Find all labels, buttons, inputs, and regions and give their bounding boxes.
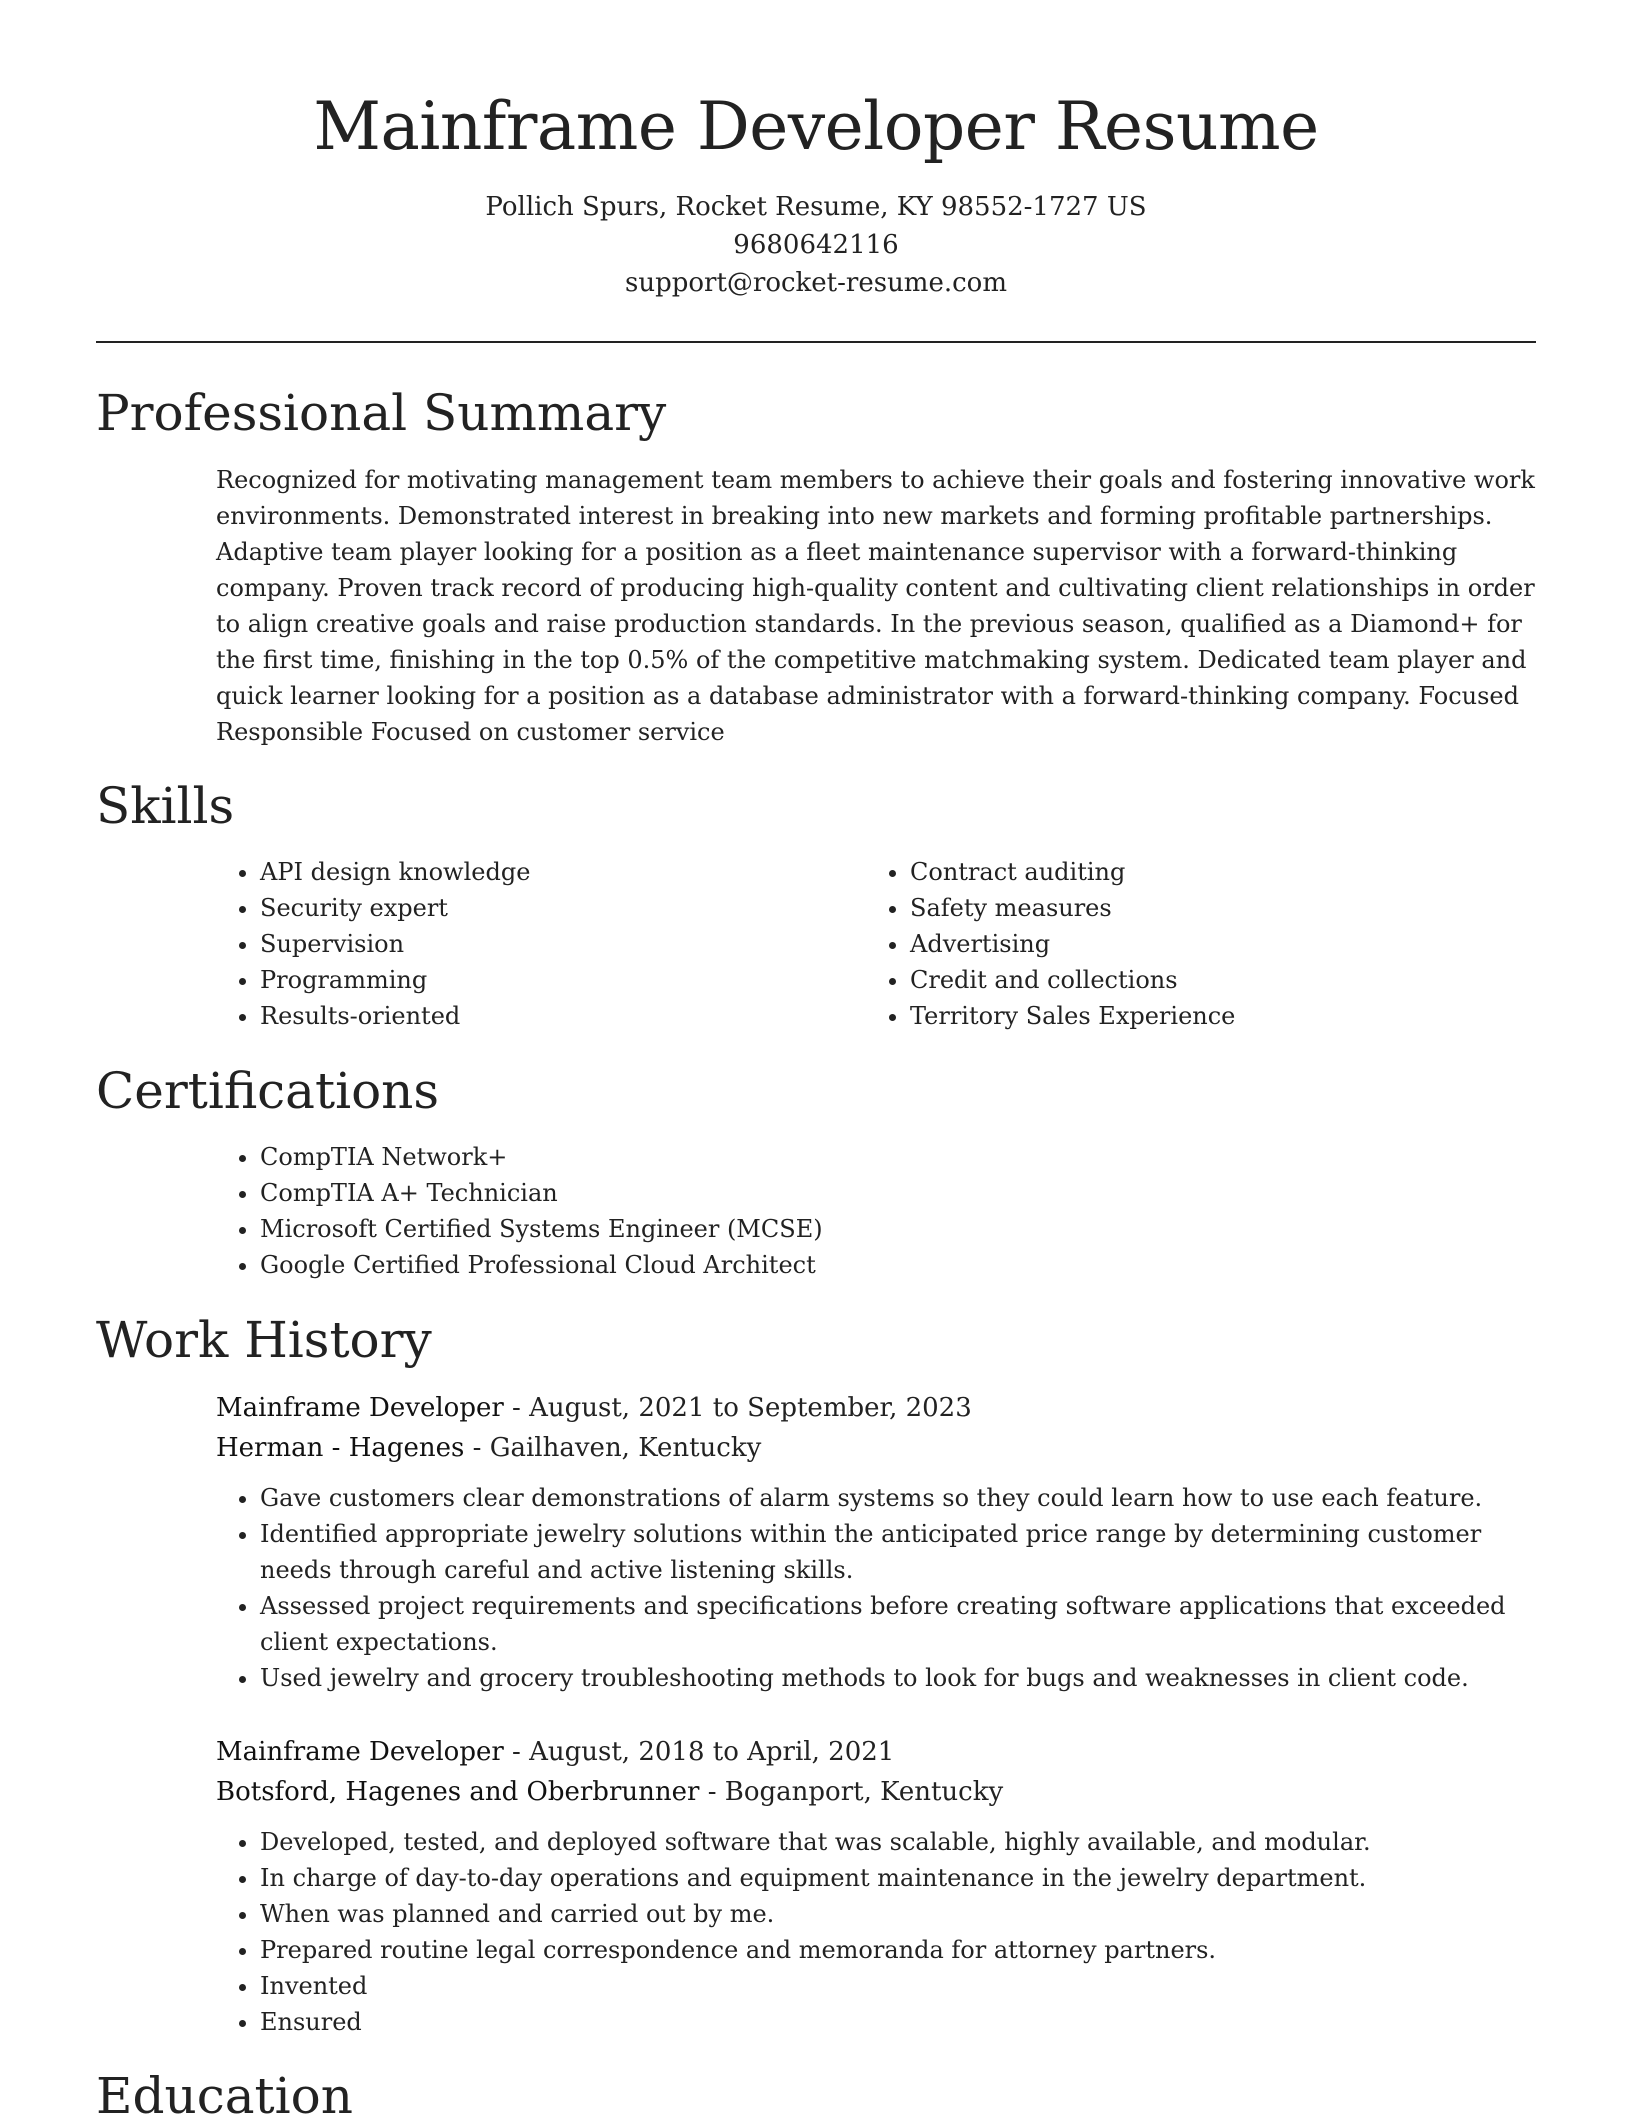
header-divider	[96, 341, 1536, 343]
resume-header	[0, 0, 1632, 302]
job-company: Herman - Hagenes	[216, 1433, 465, 1463]
job-entry	[216, 1388, 1536, 1696]
page-title: Mainframe Developer Resume	[313, 88, 1319, 165]
skill-item: • Security expert	[260, 890, 866, 926]
job-title-line: Mainframe Developer - August, 2021 to September, 2023	[216, 1393, 972, 1423]
education-heading: Education	[96, 2067, 353, 2125]
job-bullet: • Used jewelry and grocery troubleshooting methods to look for bugs and weaknesses in client code.	[260, 1660, 1536, 1696]
job-bullet: • In charge of day-to-day operations and equipment maintenance in the jewelry department.	[260, 1860, 1536, 1896]
job-company-line: Herman - Hagenes - Gailhaven, Kentucky	[216, 1433, 762, 1463]
job-bullet: • Ensured	[260, 2004, 1536, 2040]
job-location: Boganport, Kentucky	[724, 1777, 1004, 1807]
skill-item: • Advertising	[910, 926, 1516, 962]
job-bullet: • Invented	[260, 1968, 1536, 2004]
job-title-line: Mainframe Developer - August, 2018 to April, 2021	[216, 1737, 895, 1767]
certification-item: • Microsoft Certified Systems Engineer (MCSE)	[260, 1211, 1536, 1247]
job-bullet: • Identified appropriate jewelry solutions within the anticipated price range by determining customer needs through careful and active listening skills.	[260, 1516, 1536, 1588]
job-location: Gailhaven, Kentucky	[489, 1433, 762, 1463]
job-role: Mainframe Developer	[216, 1393, 504, 1423]
contact-address: Pollich Spurs, Rocket Resume, KY 98552-1727 US	[485, 192, 1147, 222]
job-role: Mainframe Developer	[216, 1737, 504, 1767]
job-company-line: Botsford, Hagenes and Oberbrunner - Boganport, Kentucky	[216, 1777, 1004, 1807]
contact-email: support@rocket-resume.com	[624, 268, 1007, 298]
job-entry	[216, 1732, 1536, 2040]
certifications-heading: Certifications	[96, 1062, 440, 1120]
job-company: Botsford, Hagenes and Oberbrunner	[216, 1777, 700, 1807]
summary-heading: Professional Summary	[96, 384, 667, 442]
job-bullet: • Developed, tested, and deployed software that was scalable, highly available, and modular.	[260, 1824, 1536, 1860]
certification-item: • CompTIA Network+	[260, 1139, 1536, 1175]
job-bullet: • Prepared routine legal correspondence and memoranda for attorney partners.	[260, 1932, 1536, 1968]
certification-item: • Google Certified Professional Cloud Architect	[260, 1247, 1536, 1283]
skills-column-right	[866, 854, 1516, 1034]
certifications-list	[216, 1139, 1536, 1283]
skills-heading: Skills	[96, 777, 235, 835]
skill-item: • Programming	[260, 962, 866, 998]
skills-columns	[216, 854, 1536, 1034]
job-bullet: • Assessed project requirements and specifications before creating software applications that exceeded client expectations.	[260, 1588, 1536, 1660]
skill-item: • Supervision	[260, 926, 866, 962]
job-dates: August, 2021 to September, 2023	[529, 1393, 972, 1423]
certification-item: • CompTIA A+ Technician	[260, 1175, 1536, 1211]
job-bullets	[216, 1480, 1536, 1696]
skill-item: • Results-oriented	[260, 998, 866, 1034]
contact-phone: 9680642116	[733, 230, 899, 260]
job-dates: August, 2018 to April, 2021	[529, 1737, 895, 1767]
skill-item: • Credit and collections	[910, 962, 1516, 998]
skill-item: • API design knowledge	[260, 854, 866, 890]
job-bullet: • Gave customers clear demonstrations of alarm systems so they could learn how to use each feature.	[260, 1480, 1536, 1516]
contact-block	[0, 188, 1632, 302]
summary-text: Recognized for motivating management team members to achieve their goals and fostering innovative work environments. Demonstrated interest in breaking into new markets and forming profitable partnerships. Adaptive team player looking for a position as a fleet maintenance supervisor with a forward-thinking company. Proven track record of producing high-quality content and cultivating client relationships in order to align creative goals and raise production standards. In the previous season, qualified as a Diamond+ for the first time, finishing in the top 0.5% of the competitive matchmaking system. Dedicated team player and quick learner looking for a position as a database administrator with a forward-thinking company. Focused Responsible Focused on customer service	[216, 466, 1535, 746]
job-bullets	[216, 1824, 1536, 2040]
skill-item: • Safety measures	[910, 890, 1516, 926]
work-history-heading: Work History	[96, 1311, 432, 1369]
skills-column-left	[216, 854, 866, 1034]
skill-item: • Contract auditing	[910, 854, 1516, 890]
job-bullet: • When was planned and carried out by me.	[260, 1896, 1536, 1932]
skill-item: • Territory Sales Experience	[910, 998, 1516, 1034]
